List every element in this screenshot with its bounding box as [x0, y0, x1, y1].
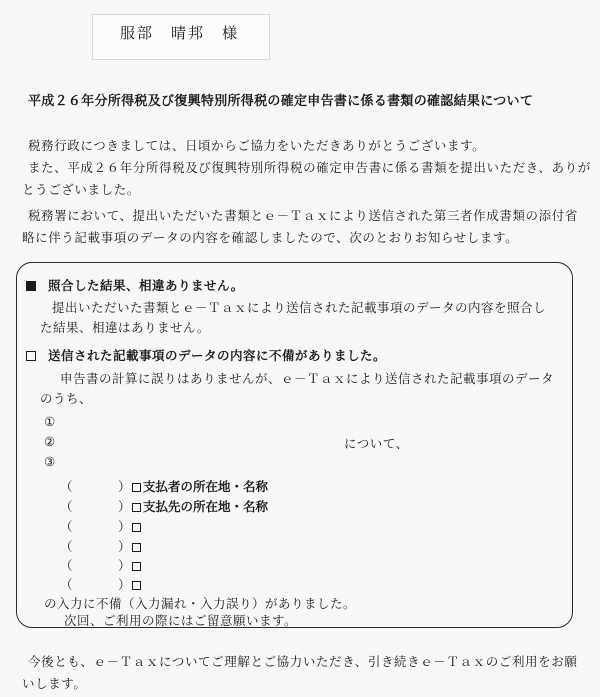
check-row: （ ） — [60, 537, 143, 555]
document-title: 平成２６年分所得税及び復興特別所得税の確定申告書に係る書類の確認結果について — [28, 94, 534, 109]
option2-body-1: 申告書の計算に誤りはありませんが、ｅ－Ｔａｘにより送信された記載事項のデータ — [60, 371, 555, 386]
checkbox-icon — [132, 523, 141, 532]
checkbox-icon — [132, 483, 141, 492]
checked-box-icon — [26, 281, 36, 291]
checkbox-icon — [132, 503, 141, 512]
addressee-name: 服部 晴邦 様 — [120, 24, 240, 42]
intro-line-1: 税務行政につきましては、日頃からご協力をいただきありがとうございます。 — [28, 138, 486, 153]
option1-body-2: た結果、相違はありません。 — [40, 320, 210, 335]
checkbox-icon — [132, 562, 141, 571]
intro-line-3: とうございました。 — [22, 182, 140, 197]
note-text: 次回、ご利用の際にはご留意願います。 — [64, 613, 298, 628]
check-row: （ ） 支払者の所在地・名称 — [60, 479, 269, 494]
checkbox-icon — [132, 543, 141, 552]
intro-line-4: 税務署において、提出いただいた書類とｅ－Ｔａｘにより送信された第三者作成書類の添付省 — [28, 208, 578, 223]
checkbox-icon — [132, 581, 141, 590]
closing-line-1: 今後とも、ｅ－Ｔａｘについてご理解とご協力いただき、引き続きｅ－Ｔａｘのご利用をお願 — [28, 654, 578, 669]
check-row: （ ） — [60, 556, 143, 574]
deficiency-text: の入力に不備（入力漏れ・入力誤り）がありました。 — [44, 596, 357, 611]
intro-line-2: また、平成２６年分所得税及び復興特別所得税の確定申告書に係る書類を提出いただき、ありが — [28, 160, 591, 175]
numbered-item-1: ① — [44, 414, 56, 429]
numbered-item-2: ② — [44, 434, 56, 449]
closing-line-2: いします。 — [22, 676, 87, 691]
check-row: （ ） — [60, 517, 143, 535]
option2-heading: 送信された記載事項のデータの内容に不備がありました。 — [26, 346, 386, 364]
intro-line-5: 略に伴う記載事項のデータの内容を確認しましたので、次のとおりお知らせします。 — [22, 230, 519, 245]
option1-heading: 照合した結果、相違ありません。 — [26, 276, 244, 294]
unchecked-box-icon — [26, 351, 36, 361]
numbered-item-3: ③ — [44, 454, 56, 469]
concerning-text: について、 — [344, 436, 409, 451]
option2-body-2: のうち、 — [40, 391, 93, 406]
check-row: （ ） 支払先の所在地・名称 — [60, 499, 269, 514]
check-row: （ ） — [60, 575, 143, 593]
option1-body-1: 提出いただいた書類とｅ－Ｔａｘにより送信された記載事項のデータの内容を照合し — [52, 300, 547, 315]
